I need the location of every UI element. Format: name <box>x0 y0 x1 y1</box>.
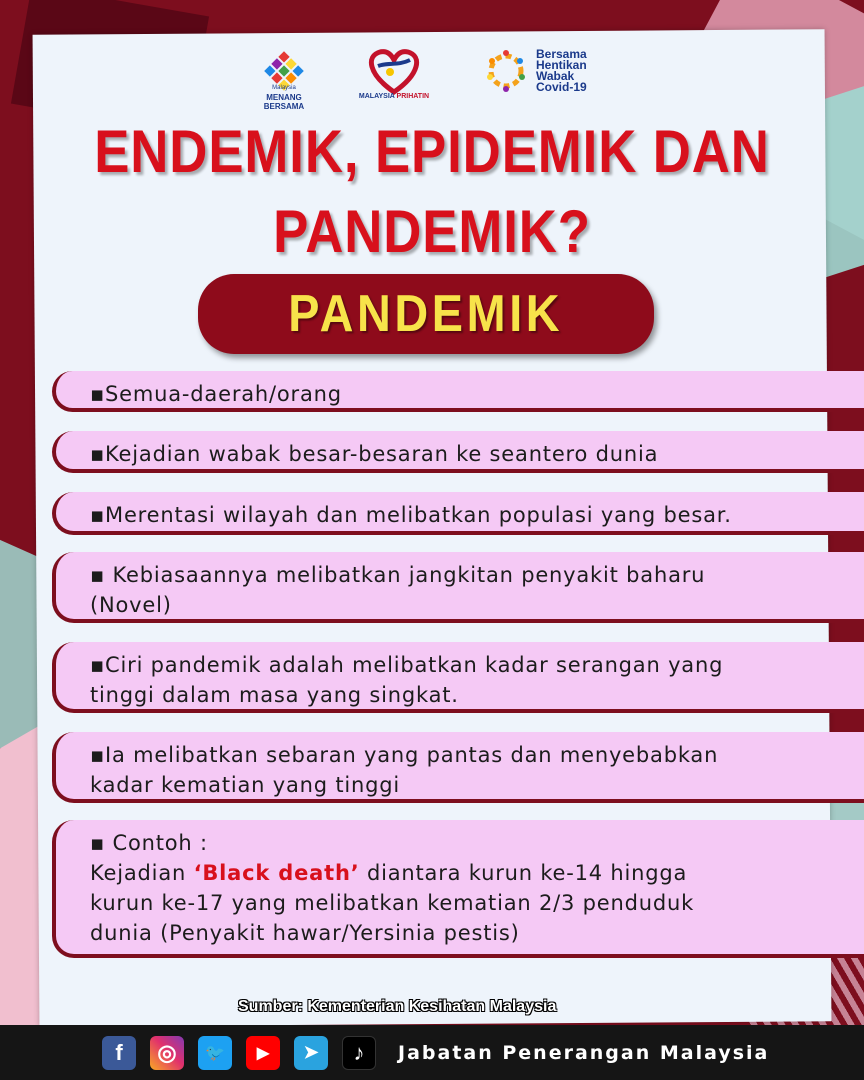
info-point <box>52 431 864 473</box>
logo-text: MENANG <box>266 93 302 102</box>
example-line: dunia (Penyakit hawar/Yersinia pestis) <box>90 921 520 945</box>
logo-text: PRIHATIN <box>396 93 430 100</box>
example-point <box>52 820 864 958</box>
heart-flag-icon <box>348 44 440 98</box>
logo-text: Hentikan <box>536 58 587 72</box>
point-text: ▪Semua-daerah/orang <box>90 382 342 406</box>
tiktok-icon[interactable] <box>342 1036 376 1070</box>
point-text: ▪ Kebiasaannya melibatkan jangkitan penyakit baharu <box>90 563 706 587</box>
youtube-glyph: ▶ <box>256 1044 270 1062</box>
bersama-text <box>536 49 587 93</box>
menang-bersama-logo <box>262 38 306 111</box>
point-text: tinggi dalam masa yang singkat. <box>90 683 459 707</box>
twitter-icon[interactable] <box>198 1036 232 1070</box>
info-point <box>52 492 864 535</box>
point-text: ▪Ciri pandemik adalah melibatkan kadar serangan yang <box>90 653 724 677</box>
point-text: kadar kematian yang tinggi <box>90 773 401 797</box>
title-line: PANDEMIK? <box>273 198 591 265</box>
section-heading-pill <box>198 274 654 354</box>
twitter-glyph: 🐦 <box>205 1044 225 1062</box>
instagram-glyph: ◎ <box>157 1039 177 1065</box>
example-text: diantara kurun ke-14 hingga <box>366 861 688 885</box>
logo-text: Bersama <box>536 47 587 61</box>
logo-text: BERSAMA <box>263 102 305 111</box>
facebook-icon[interactable] <box>102 1036 136 1070</box>
point-text: ▪Merentasi wilayah dan melibatkan populasi yang besar. <box>90 503 732 527</box>
logo-text: Wabak <box>536 69 575 83</box>
point-text: (Novel) <box>90 593 172 617</box>
section-heading: PANDEMIK <box>288 285 564 343</box>
info-point <box>52 552 864 623</box>
point-text: ▪Kejadian wabak besar-besaran ke seantero dunia <box>90 442 659 466</box>
malaysia-prihatin-logo <box>348 38 440 104</box>
logo-text: Covid-19 <box>536 80 587 94</box>
youtube-icon[interactable] <box>246 1036 280 1070</box>
example-line <box>90 858 864 888</box>
example-heading: ▪ Contoh : <box>90 831 208 855</box>
info-point <box>52 642 864 713</box>
info-point <box>52 371 864 412</box>
organization-name: Jabatan Penerangan Malaysia <box>398 1041 770 1064</box>
point-text: ▪Ia melibatkan sebaran yang pantas dan menyebabkan <box>90 743 719 767</box>
bersama-hentikan-logo <box>482 38 602 104</box>
prihatin-caption <box>348 93 440 100</box>
telegram-glyph: ➤ <box>303 1042 319 1062</box>
footer-bar <box>0 1025 864 1080</box>
menang-bersama-caption <box>262 84 306 111</box>
tiktok-glyph: ♪ <box>353 1039 365 1065</box>
logo-text: Malaysia <box>272 85 296 91</box>
example-line: kurun ke-17 yang melibatkan kematian 2/3 penduduk <box>90 891 695 915</box>
example-text: Kejadian <box>90 861 187 885</box>
title-line: ENDEMIK, EPIDEMIK DAN <box>94 118 770 185</box>
people-circle-icon <box>482 47 530 95</box>
source-credit: Sumber: Kementerian Kesihatan Malaysia <box>238 998 557 1015</box>
logo-row <box>0 38 864 111</box>
telegram-icon[interactable] <box>294 1036 328 1070</box>
instagram-icon[interactable] <box>150 1036 184 1070</box>
logo-text: MALAYSIA <box>358 93 395 100</box>
info-point <box>52 732 864 803</box>
facebook-glyph: f <box>115 1039 123 1065</box>
page-title <box>52 112 812 272</box>
black-death-highlight: ‘Black death’ <box>193 861 360 885</box>
